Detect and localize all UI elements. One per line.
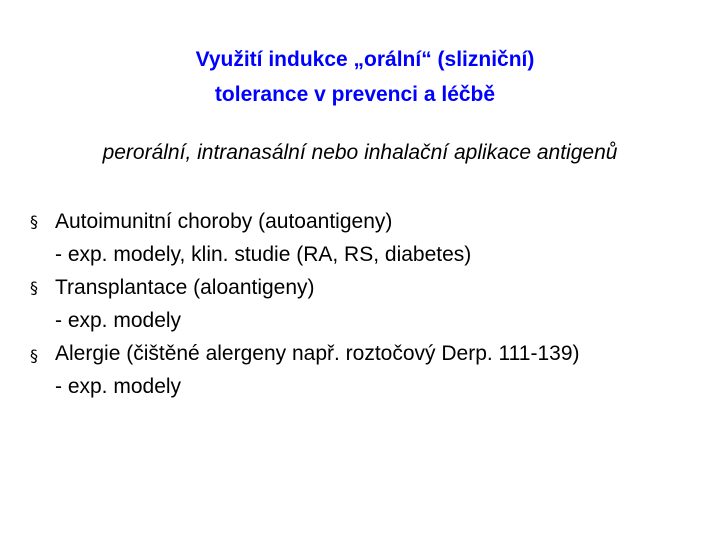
bullet-item-transplant [24,271,674,337]
bullet-item-allergy [24,337,674,403]
slide-title-line-1: Využití indukce „orální“ (slizniční) [195,48,535,71]
bullet-subtext: - exp. modely [55,309,182,332]
bullet-text: Alergie (čištěné alergeny např. roztočový Derp. 111-139) [55,342,580,365]
bullet-subtext: - exp. modely, klin. studie (RA, RS, diabetes) [55,243,472,266]
slide-subtitle: perorální, intranasální nebo inhalační aplikace antigenů [102,141,618,164]
slide-title-line-2: tolerance v prevenci a léčbě [214,83,496,106]
bullet-text: Autoimunitní choroby (autoantigeny) [55,210,393,233]
bullet-marker-icon: § [30,278,38,297]
bullet-subtext: - exp. modely [55,375,182,398]
bullet-marker-icon: § [30,212,38,231]
bullet-marker-icon: § [30,346,38,365]
bullet-list [24,205,674,403]
bullet-text: Transplantace (aloantigeny) [55,276,315,299]
bullet-item-autoimmune [24,205,674,271]
